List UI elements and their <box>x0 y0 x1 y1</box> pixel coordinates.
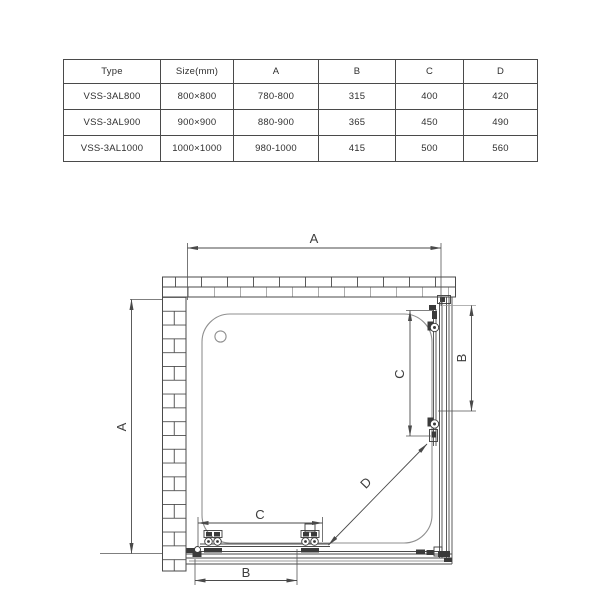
dim-label-right-c: C <box>392 369 407 379</box>
cell-c: 450 <box>396 110 464 136</box>
dim-diagonal-d <box>329 444 428 545</box>
cell-size: 1000×1000 <box>161 136 234 162</box>
cell-type: VSS-3AL800 <box>64 84 161 110</box>
shower-tray <box>202 314 432 543</box>
col-header-b: B <box>319 60 396 84</box>
cell-d: 420 <box>464 84 538 110</box>
col-header-d: D <box>464 60 538 84</box>
drain-circle <box>215 331 226 342</box>
dim-label-bottom-b: B <box>241 565 251 580</box>
cell-d: 490 <box>464 110 538 136</box>
cell-type: VSS-3AL900 <box>64 110 161 136</box>
col-header-a: A <box>234 60 319 84</box>
dim-label-top-a: A <box>309 231 319 246</box>
cell-d: 560 <box>464 136 538 162</box>
wall-left <box>163 297 187 571</box>
cell-a: 780-800 <box>234 84 319 110</box>
cell-size: 800×800 <box>161 84 234 110</box>
cell-c: 500 <box>396 136 464 162</box>
cell-c: 400 <box>396 84 464 110</box>
cell-b: 365 <box>319 110 396 136</box>
cell-a: 880-900 <box>234 110 319 136</box>
right-panel-lines <box>434 297 453 564</box>
dim-label-left-a: A <box>114 422 129 432</box>
cell-type: VSS-3AL1000 <box>64 136 161 162</box>
wall-top <box>163 277 456 297</box>
col-header-size: Size(mm) <box>161 60 234 84</box>
dim-label-bottom-c: C <box>255 507 265 522</box>
col-header-type: Type <box>64 60 161 84</box>
cell-a: 980-1000 <box>234 136 319 162</box>
cell-size: 900×900 <box>161 110 234 136</box>
bottom-panel-lines <box>186 544 452 564</box>
col-header-c: C <box>396 60 464 84</box>
dim-label-right-b: B <box>454 353 469 363</box>
cell-b: 415 <box>319 136 396 162</box>
cell-b: 315 <box>319 84 396 110</box>
dim-label-diagonal-d: D <box>357 474 375 492</box>
